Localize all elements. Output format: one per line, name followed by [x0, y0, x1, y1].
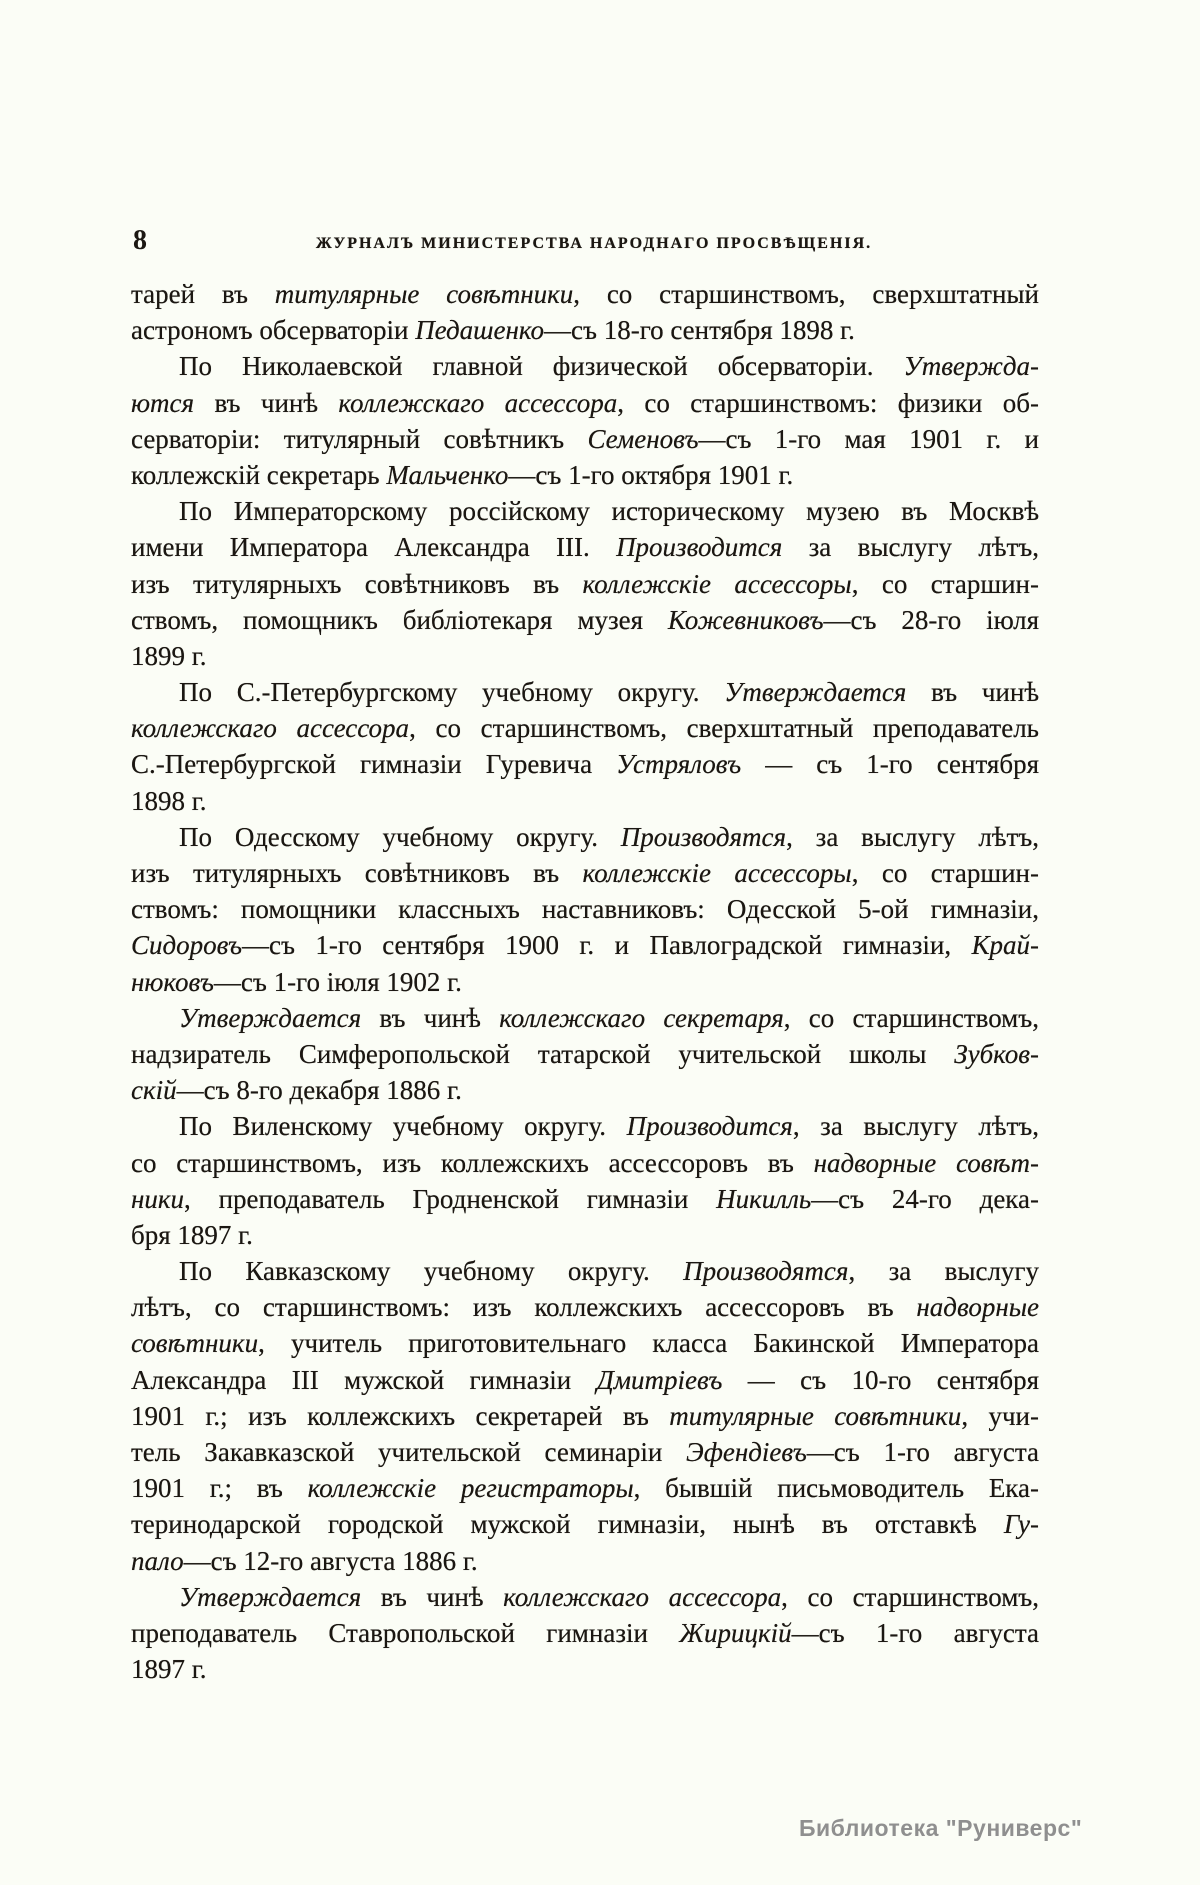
italic-text-segment: титулярные совѣтники — [669, 1400, 962, 1431]
text-line — [131, 710, 1039, 746]
text-segment: —съ 1-го августа — [791, 1617, 1039, 1648]
text-segment: —съ 18-го сентября 1898 г. — [544, 315, 855, 346]
text-segment: ствомъ, помощникъ библіотекаря музея — [131, 604, 668, 635]
text-segment: , учи- — [961, 1400, 1039, 1431]
text-line — [131, 493, 1039, 529]
text-segment: , со старшин- — [851, 858, 1040, 888]
text-line — [131, 1470, 1039, 1506]
text-line — [131, 783, 1039, 819]
text-segment: 1899 г. — [131, 640, 207, 671]
text-segment: коллежскій секретарь — [131, 459, 387, 490]
text-line — [131, 566, 1039, 602]
italic-text-segment: Педашенко — [415, 315, 545, 346]
text-segment: , со старшин- — [851, 568, 1040, 599]
text-segment: По Николаевской главной физической обсерваторіи. — [179, 351, 904, 382]
text-segment: въ чинѣ — [194, 387, 339, 418]
text-segment: въ чинѣ — [906, 677, 1039, 708]
text-line — [131, 1615, 1039, 1651]
text-segment: , со старшинствомъ, — [783, 1002, 1039, 1033]
text-line — [131, 529, 1039, 565]
italic-text-segment: Утверждается — [179, 1581, 362, 1612]
text-segment: лѣтъ, со старшинствомъ: изъ коллежскихъ ассессоровъ въ — [131, 1292, 917, 1323]
italic-text-segment: коллежскіе ассессоры — [582, 568, 852, 599]
text-line — [131, 348, 1039, 384]
text-line — [131, 1036, 1039, 1072]
italic-text-segment: Гу- — [1003, 1509, 1039, 1540]
text-line — [131, 1108, 1039, 1144]
italic-text-segment: Дмитріевъ — [596, 1364, 723, 1395]
text-segment: —съ 28-го іюля — [823, 604, 1039, 635]
text-line — [131, 1072, 1039, 1108]
italic-text-segment: Семеновъ — [587, 423, 699, 454]
italic-text-segment: Производится — [616, 532, 783, 563]
text-segment: имени Императора Александра III. — [131, 532, 617, 563]
italic-text-segment: Зубков- — [954, 1038, 1039, 1069]
text-segment: изъ титулярныхъ совѣтниковъ въ — [131, 858, 583, 888]
text-line — [131, 602, 1039, 638]
italic-text-segment: Мальченко — [386, 459, 509, 490]
text-segment: изъ титулярныхъ совѣтниковъ въ — [131, 568, 583, 599]
library-watermark: Библиотека "Руниверс" — [799, 1815, 1083, 1841]
italic-text-segment: ники — [131, 1183, 185, 1214]
italic-text-segment: коллежскаго секретаря — [499, 1002, 784, 1033]
text-line — [131, 1145, 1039, 1181]
text-segment: въ чинѣ — [361, 1002, 500, 1033]
italic-text-segment: ются — [131, 387, 195, 418]
text-line — [131, 1181, 1039, 1217]
text-segment: надзиратель Симферопольской татарской учительской школы — [131, 1038, 955, 1069]
text-segment: 1898 г. — [131, 785, 207, 816]
text-segment: со старшинствомъ, изъ коллежскихъ ассессоровъ въ — [131, 1147, 814, 1178]
text-segment: Александра III мужской гимназіи — [131, 1364, 597, 1395]
text-segment: —съ 8-го декабря 1886 г. — [176, 1075, 462, 1106]
text-segment: теринодарской городской мужской гимназіи, нынѣ въ отставкѣ — [131, 1509, 1004, 1540]
text-segment: преподаватель Ставропольской гимназіи — [131, 1617, 680, 1648]
text-segment: , со старшинствомъ, — [781, 1581, 1039, 1612]
text-segment: тель Закавказской учительской семинаріи — [131, 1437, 687, 1467]
text-line — [131, 891, 1039, 927]
text-segment: серваторіи: титулярный совѣтникъ — [131, 423, 588, 454]
text-segment: — съ 10-го сентября — [722, 1364, 1039, 1395]
text-segment: , преподаватель Гродненской гимназіи — [184, 1183, 717, 1214]
text-segment: — съ 1-го сентября — [741, 749, 1039, 780]
italic-text-segment: Производятся — [683, 1256, 849, 1287]
italic-text-segment: пало — [131, 1545, 184, 1576]
text-segment: , бывшій письмоводитель Ека- — [633, 1473, 1039, 1504]
text-line — [131, 964, 1039, 1000]
text-line — [131, 457, 1039, 493]
text-line — [131, 674, 1039, 710]
text-line — [131, 638, 1039, 674]
italic-text-segment: совѣтники — [131, 1328, 259, 1359]
text-segment: —съ 1-го октября 1901 г. — [508, 459, 794, 490]
text-segment: , учитель приготовительнаго класса Бакинской Императора — [258, 1328, 1039, 1359]
italic-text-segment: Кожевниковъ — [667, 604, 824, 635]
italic-text-segment: надворные совѣт- — [813, 1147, 1039, 1178]
italic-text-segment: Никилль — [716, 1183, 812, 1214]
text-segment: , за выслугу лѣтъ, — [792, 1111, 1040, 1142]
italic-text-segment: коллежскіе регистраторы — [307, 1473, 634, 1504]
text-line — [131, 1289, 1039, 1325]
journal-running-title: ЖУРНАЛЪ МИНИСТЕРСТВА НАРОДНАГО ПРОСВѢЩЕНІЯ. — [315, 235, 873, 252]
italic-text-segment: титулярные совѣтники — [274, 279, 574, 309]
text-segment: —съ 1-го августа — [806, 1437, 1039, 1467]
italic-text-segment: Эфендіевъ — [686, 1437, 807, 1467]
text-segment: —съ 24-го дека- — [811, 1183, 1039, 1214]
text-segment: , со старшинствомъ: физики об- — [617, 387, 1039, 418]
italic-text-segment: коллежскаго ассессора — [338, 387, 618, 418]
text-line — [131, 1325, 1039, 1361]
text-line — [131, 1253, 1039, 1289]
italic-text-segment: Производятся — [620, 821, 787, 852]
text-segment: —съ 1-го іюля 1902 г. — [213, 966, 462, 997]
italic-text-segment: Сидоровъ — [131, 930, 243, 961]
text-line — [131, 927, 1039, 963]
text-segment: 1901 г.; изъ коллежскихъ секретарей въ — [131, 1400, 670, 1431]
text-line — [131, 1506, 1039, 1542]
italic-text-segment: надворные — [916, 1292, 1039, 1323]
text-line — [131, 1434, 1039, 1470]
text-segment: —съ 1-го сентября 1900 г. и Павлоградской гимназіи, — [242, 930, 972, 961]
italic-text-segment: Утвержда- — [903, 351, 1039, 382]
text-line — [131, 421, 1039, 457]
text-segment: —съ 1-го мая 1901 г. и — [698, 423, 1039, 454]
italic-text-segment: Край- — [971, 930, 1039, 961]
text-segment: По Виленскому учебному округу. — [179, 1111, 627, 1142]
text-segment: астрономъ обсерваторіи — [131, 315, 416, 346]
text-line — [131, 1398, 1039, 1434]
text-segment: въ чинѣ — [361, 1581, 504, 1612]
text-segment: , со старшинствомъ, сверхштатный преподаватель — [409, 713, 1039, 744]
italic-text-segment: коллежскіе ассессоры — [582, 858, 852, 888]
page-number: 8 — [133, 225, 147, 256]
text-line — [131, 312, 1039, 348]
text-segment: , за выслугу — [848, 1256, 1039, 1287]
italic-text-segment: нюковъ — [131, 966, 214, 997]
page-body — [131, 276, 1039, 1687]
italic-text-segment: коллежскаго ассессора — [503, 1581, 782, 1612]
text-line — [131, 1579, 1039, 1615]
text-line — [131, 1651, 1039, 1687]
text-segment: По Одесскому учебному округу. — [179, 821, 621, 852]
italic-text-segment: Утверждается — [179, 1002, 362, 1033]
text-segment: бря 1897 г. — [131, 1219, 253, 1250]
text-segment: за выслугу лѣтъ, — [782, 532, 1039, 563]
text-segment: ствомъ: помощники классныхъ наставниковъ: Одесской 5-ой гимназіи, — [131, 894, 1039, 925]
text-segment: По С.-Петербургскому учебному округу. — [179, 677, 725, 708]
text-segment: —съ 12-го августа 1886 г. — [183, 1545, 478, 1576]
text-segment: С.-Петербургской гимназіи Гуревича — [131, 749, 617, 780]
text-segment: По Кавказскому учебному округу. — [179, 1256, 684, 1287]
text-line — [131, 1543, 1039, 1579]
text-line — [131, 276, 1039, 312]
text-segment: По Императорскому россійскому историческому музею въ Москвѣ — [179, 496, 1039, 527]
text-line — [131, 855, 1039, 891]
text-segment: тарей въ — [131, 279, 275, 309]
text-line — [131, 1000, 1039, 1036]
italic-text-segment: Утверждается — [724, 677, 907, 708]
text-line — [131, 385, 1039, 421]
italic-text-segment: Устряловъ — [616, 749, 742, 780]
text-line — [131, 1362, 1039, 1398]
text-segment: , со старшинствомъ, сверхштатный — [573, 279, 1039, 309]
text-line — [131, 819, 1039, 855]
italic-text-segment: Жирицкій — [679, 1617, 792, 1648]
text-line — [131, 1217, 1039, 1253]
text-segment: , за выслугу лѣтъ, — [786, 821, 1040, 852]
text-segment: 1901 г.; въ — [131, 1473, 308, 1504]
text-line — [131, 746, 1039, 782]
text-segment: 1897 г. — [131, 1654, 207, 1685]
italic-text-segment: коллежскаго ассессора — [131, 713, 410, 744]
italic-text-segment: скій — [131, 1075, 177, 1106]
italic-text-segment: Производится — [626, 1111, 793, 1142]
